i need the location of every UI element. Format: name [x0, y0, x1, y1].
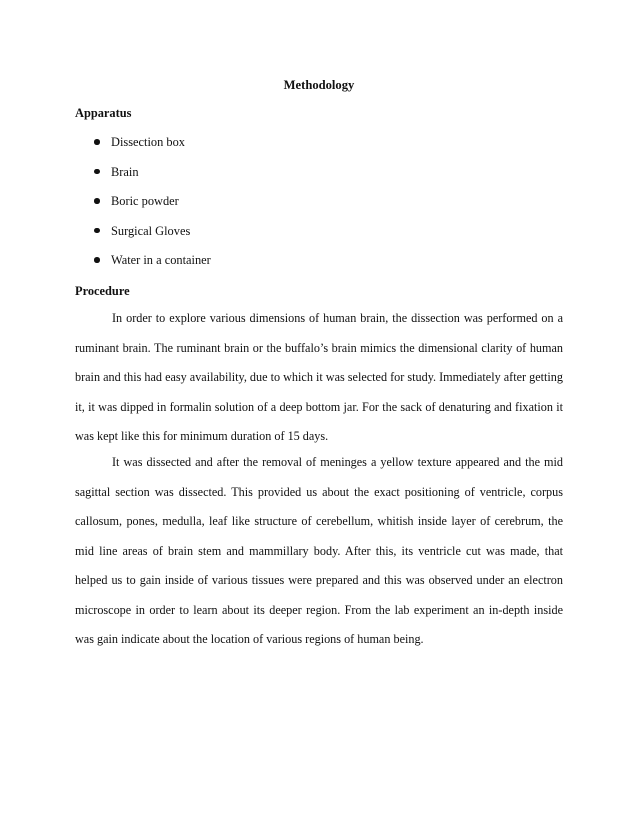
apparatus-heading: Apparatus — [75, 106, 132, 120]
apparatus-item-text: Boric powder — [111, 194, 179, 208]
procedure-paragraph: In order to explore various dimensions of human brain, the dissection was performed on a ruminant brain. The ruminant brain or the buffalo’s brain mimics the dimensional clarity of human brain and this had easy availability, due to which it was selected for study. Immediately after getting it, it was dipped in formalin solution of a deep bottom jar. For the sack of denaturing and fixation it was kept like this for minimum duration of 15 days. — [75, 311, 563, 443]
procedure-heading: Procedure — [75, 284, 130, 298]
bullet-icon — [94, 228, 100, 234]
apparatus-item-text: Water in a container — [111, 253, 211, 267]
bullet-icon — [94, 169, 100, 175]
bullet-icon — [94, 139, 100, 145]
apparatus-item-text: Surgical Gloves — [111, 223, 191, 238]
apparatus-item-text: Dissection box — [111, 135, 185, 149]
page-title: Methodology — [283, 78, 355, 92]
apparatus-item-text: Brain — [111, 164, 139, 179]
bullet-icon — [94, 198, 100, 204]
bullet-icon — [94, 257, 100, 263]
procedure-paragraph: It was dissected and after the removal of meninges a yellow texture appeared and the mid sagittal section was dissected. This provided us about the exact positioning of ventricle, corpus callosum, pones, medulla, leaf like structure of cerebellum, whitish inside layer of cerebrum, the mid line areas of brain stem and mammillary body. After this, its ventricle cut was made, that helped us to gain inside of various tissues were prepared and this was observed under an electron microscope in order to learn about its deeper region. From the lab experiment an in-depth inside was gain indicate about the location of various regions of human being. — [75, 455, 563, 646]
